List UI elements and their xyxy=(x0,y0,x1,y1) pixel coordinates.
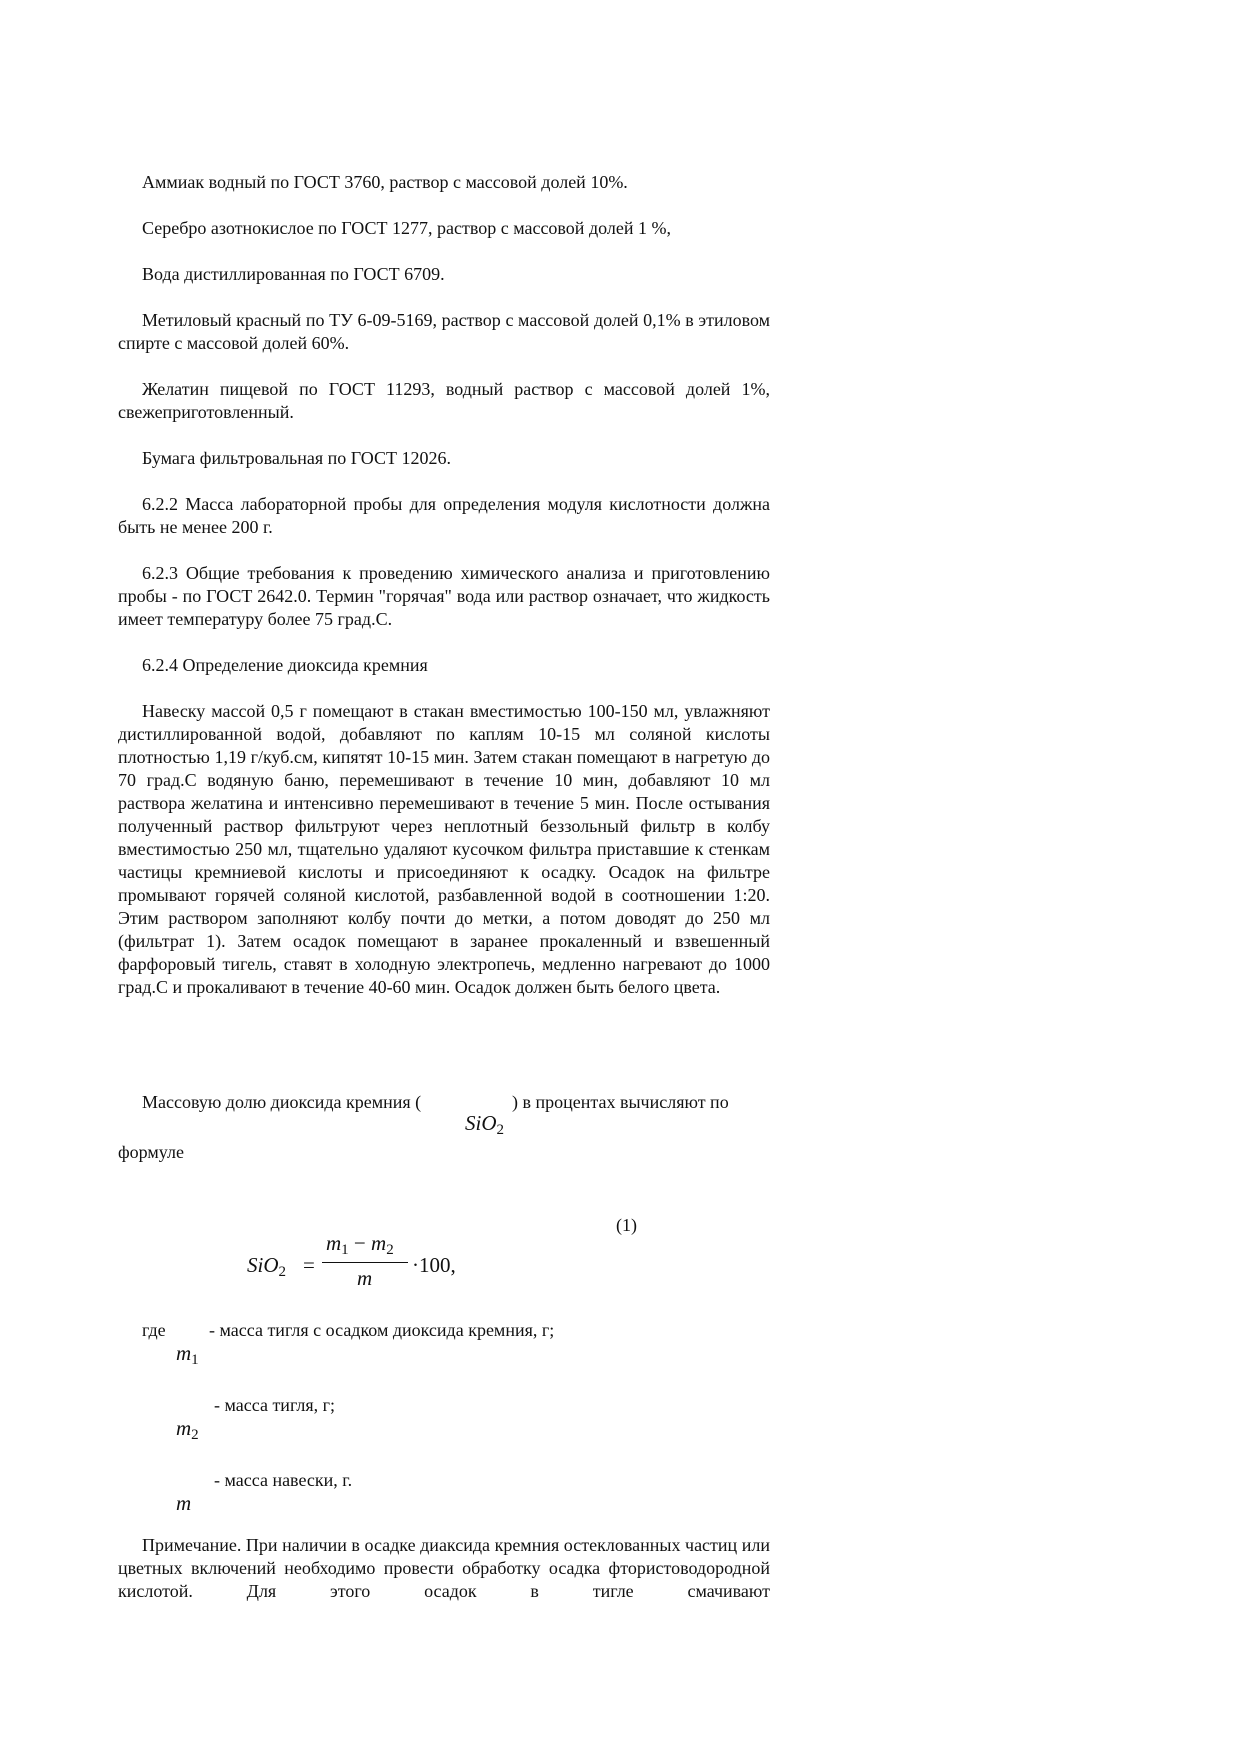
paragraph-6-2-3 xyxy=(118,562,770,631)
formula-tail: ·100, xyxy=(412,1253,456,1277)
where-label: где xyxy=(142,1320,166,1340)
paragraph-silver-nitrate xyxy=(118,217,770,240)
paragraph-gelatin xyxy=(118,378,770,424)
paragraph-text: Навеску массой 0,5 г помещают в стакан вместимостью 100-150 мл, увлажняют дистиллированной водой, добавляют по каплям 10-15 мл соляной кислоты плотностью 1,19 г/куб.см, кипятят 10-15 мин. Затем стакан помещают в нагретую до 70 град.С водяную баню, перемешивают в течение 10 мин, добавляют 10 мл раствора желатина и интенсивно перемешивают в течение 5 мин. После остывания полученный раствор фильтруют через неплотный беззольный фильтр в колбу вместимостью 250 мл, тщательно удаляют кусочком фильтра приставшие к стенкам частицы кремниевой кислоты и присоединяют к осадку. Осадок на фильтре промывают горячей соляной кислотой, разбавленной водой в соотношении 1:20. Этим раствором заполняют колбу почти до метки, а потом доводят до 250 мл (фильтрат 1). Затем осадок помещают в заранее прокаленный и взвешенный фарфоровый тигель, ставят в холодную электропечь, медленно нагревают до 1000 град.С и прокаливают в течение 40-60 мин. Осадок должен быть белого цвета. xyxy=(118,701,770,997)
where-item-m1-text: - масса тигля с осадком диоксида кремния, г; xyxy=(209,1320,555,1340)
where-item-m2-symbol: $m_2$ xyxy=(176,1416,199,1443)
note-text: Примечание. При наличии в осадке диаксида кремния остеклованных частиц или цветных включений необходимо провести обработку осадка фтористоводородной кислотой. Для этого осадок в тигле смачивают xyxy=(118,1535,770,1601)
formula-number: (1) xyxy=(616,1215,637,1235)
paragraph-text: 6.2.3 Общие требования к проведению химического анализа и приготовлению пробы - по ГОСТ 2642.0. Термин "горячая" вода или раствор означает, что жидкость имеет температуру более 75 град.С. xyxy=(118,563,770,629)
paragraph-filter-paper xyxy=(118,447,770,470)
formula-intro-after: ) в процентах вычисляют по xyxy=(512,1092,729,1112)
formula-numerator: $m_1 - m_2$ xyxy=(326,1231,394,1258)
note-paragraph xyxy=(118,1534,770,1603)
paragraph-text: 6.2.2 Масса лабораторной пробы для определения модуля кислотности должна быть не менее 200 г. xyxy=(118,494,770,537)
where-item-m-symbol: m xyxy=(176,1491,192,1515)
formula-intro-before: Массовую долю диоксида кремния ( xyxy=(142,1092,422,1112)
formula-lhs: SiO$_2$ xyxy=(247,1253,286,1280)
paragraph-6-2-2 xyxy=(118,493,770,539)
paragraph-text: Вода дистиллированная по ГОСТ 6709. xyxy=(142,264,445,284)
paragraph-ammonia xyxy=(118,171,770,194)
where-item-m2-text: - масса тигля, г; xyxy=(214,1395,336,1415)
where-item-m1-symbol: $m_1$ xyxy=(176,1341,199,1368)
where-item-m-text: - масса навески, г. xyxy=(214,1470,353,1490)
section-heading-text: 6.2.4 Определение диоксида кремния xyxy=(142,655,428,675)
paragraph-text: Желатин пищевой по ГОСТ 11293, водный раствор с массовой долей 1%, свежеприготовленный. xyxy=(118,379,770,422)
formula-equals: = xyxy=(303,1253,315,1277)
paragraph-methyl-red xyxy=(118,309,770,355)
fraction-bar xyxy=(322,1262,408,1263)
section-heading-6-2-4 xyxy=(118,654,770,677)
paragraph-text: Бумага фильтровальная по ГОСТ 12026. xyxy=(142,448,451,468)
paragraph-text: Серебро азотнокислое по ГОСТ 1277, раствор с массовой долей 1 %, xyxy=(142,218,671,238)
paragraph-text: Метиловый красный по ТУ 6-09-5169, раствор с массовой долей 0,1% в этиловом спирте с массовой долей 60%. xyxy=(118,310,770,353)
paragraph-procedure xyxy=(118,700,770,999)
formula-intro-continuation: формуле xyxy=(118,1142,184,1162)
paragraph-distilled-water xyxy=(118,263,770,286)
inline-sio2-symbol: SiO$_2$ xyxy=(465,1111,504,1138)
paragraph-text: Аммиак водный по ГОСТ 3760, раствор с массовой долей 10%. xyxy=(142,172,628,192)
formula-denominator: m xyxy=(357,1266,373,1290)
